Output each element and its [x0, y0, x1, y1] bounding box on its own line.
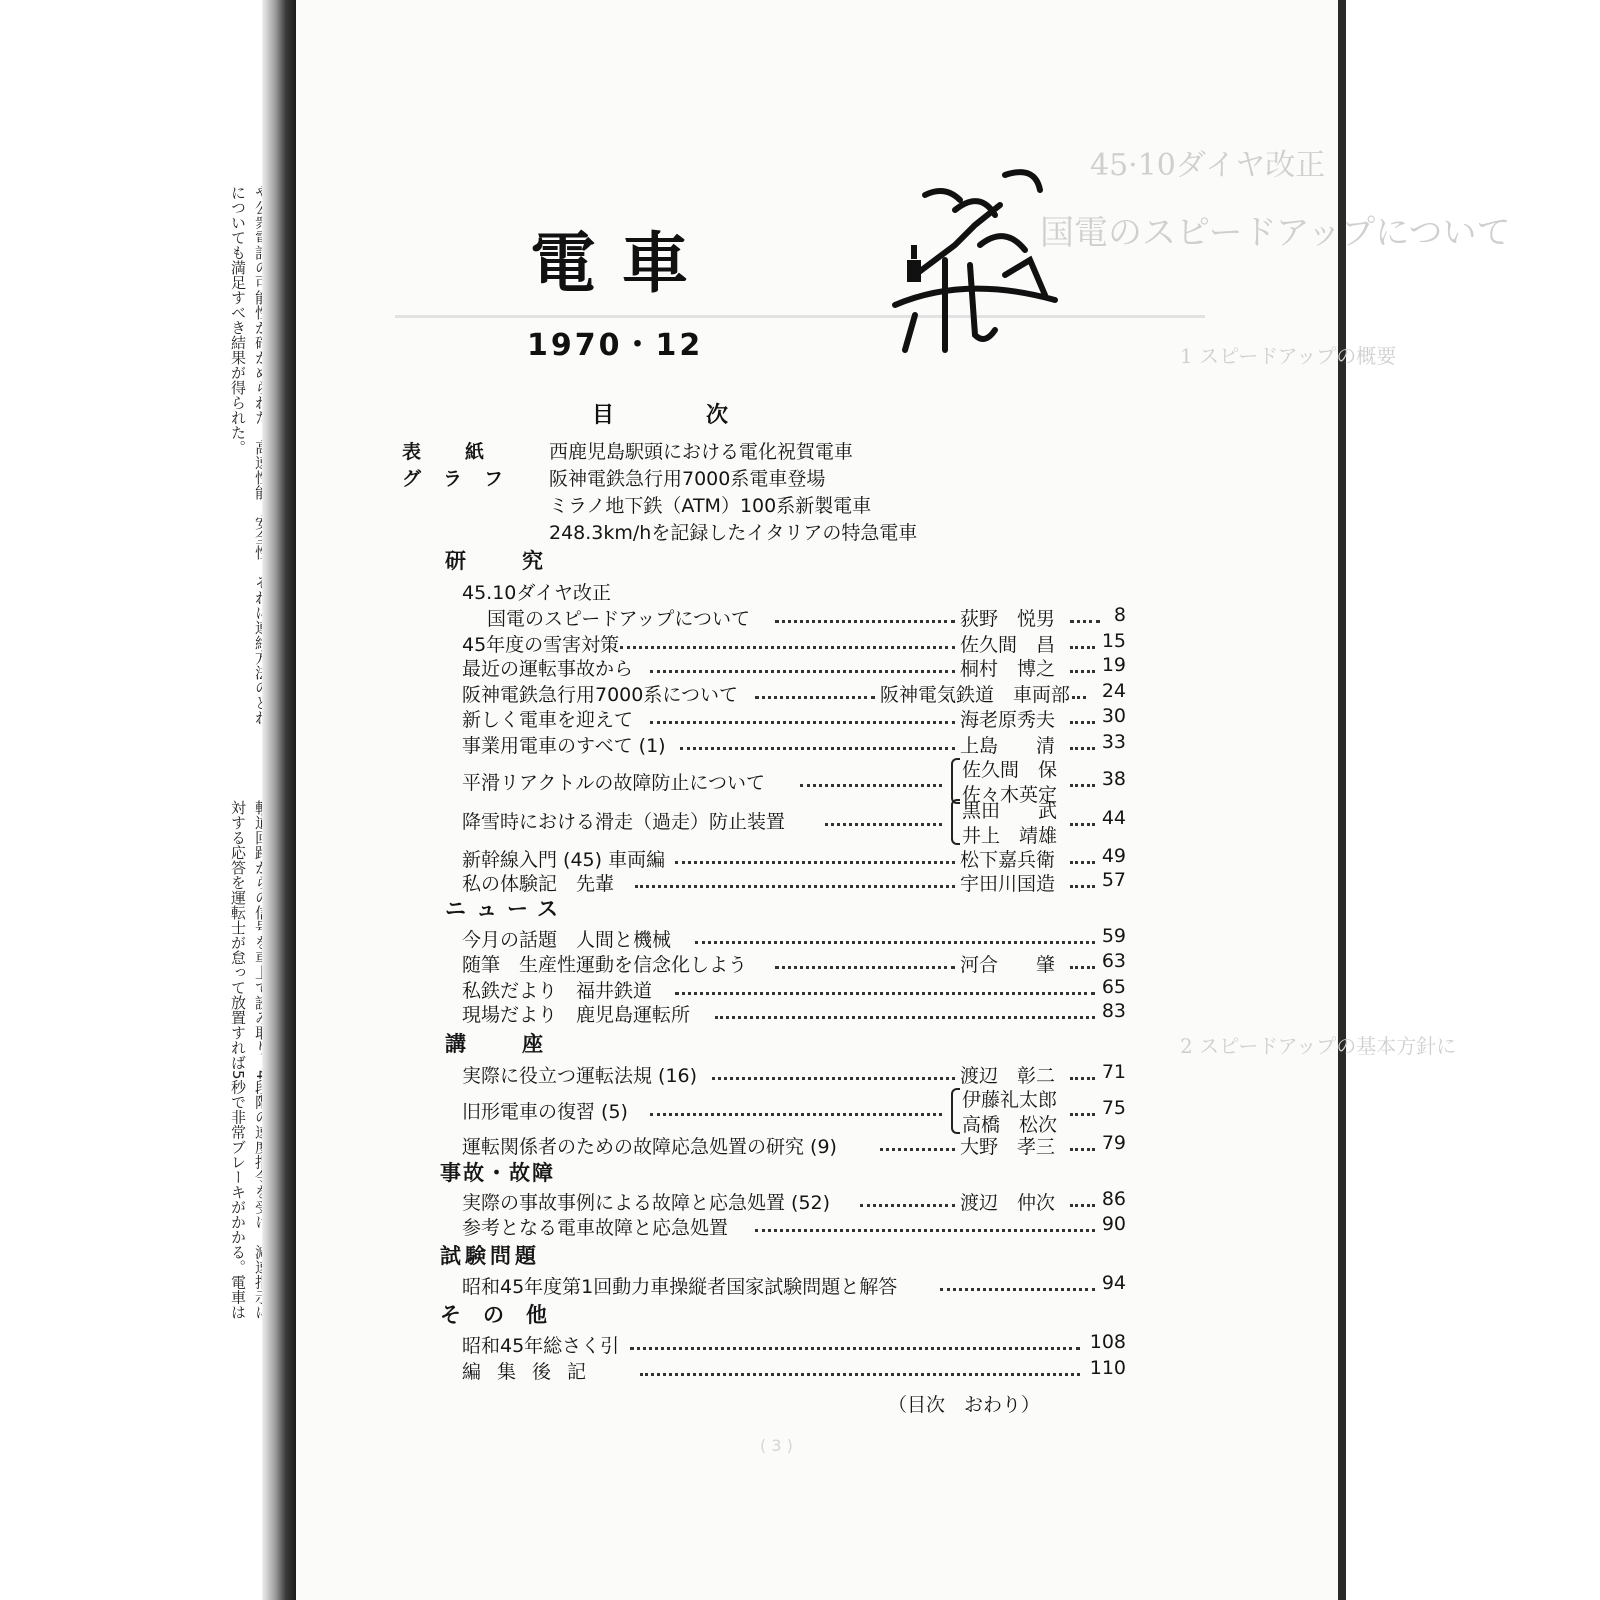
leader-dots — [650, 721, 955, 724]
toc-entry-page: 71 — [1101, 1061, 1126, 1083]
graph-item: ミラノ地下鉄（ATM）100系新製電車 — [549, 495, 872, 517]
author-brace — [951, 1088, 960, 1134]
toc-entry-page: 63 — [1101, 950, 1126, 972]
margin-text-column: についても満足すべき結果が得られた。 — [229, 185, 247, 455]
toc-entry-title: 最近の運転事故から — [462, 658, 634, 680]
toc-entry-author: 海老原秀夫 — [960, 709, 1056, 731]
toc-entry-title: 実際に役立つ運転法規 (16) — [462, 1065, 698, 1087]
toc-entry-page: 8 — [1113, 604, 1126, 626]
toc-entry-author: 佐久間 保 — [962, 759, 1058, 781]
leader-dots — [620, 646, 955, 649]
toc-entry-page: 65 — [1101, 976, 1126, 998]
graph-item: 248.3km/hを記録したイタリアの特急電車 — [549, 522, 918, 544]
margin-text-column: 対する応答を運転士が怠って放置すれば5秒で非常ブレーキがかかる。電車は — [229, 800, 247, 1320]
section-heading: 研究 — [445, 549, 599, 573]
toc-entry-title: 私鉄だより 福井鉄道 — [462, 980, 653, 1002]
toc-entry-author: 佐々木英定 — [962, 784, 1058, 806]
toc-entry-page: 108 — [1089, 1331, 1126, 1353]
leader-dots — [640, 1373, 1080, 1376]
toc-heading: 目次 — [592, 403, 821, 428]
leader-dots — [675, 992, 1095, 995]
leader-dots — [630, 1347, 1080, 1350]
toc-entry-author: 松下嘉兵衛 — [960, 849, 1056, 871]
graph-item: 阪神電鉄急行用7000系電車登場 — [549, 468, 826, 490]
toc-entry-title: 編集後記 — [462, 1361, 603, 1383]
toc-entry-title: 阪神電鉄急行用7000系について — [462, 684, 738, 706]
magazine-title: 電車 — [530, 224, 714, 302]
toc-entry-title: 昭和45年度第1回動力車操縦者国家試験問題と解答 — [462, 1276, 898, 1298]
toc-entry-title: 45年度の雪害対策 — [462, 634, 620, 656]
toc-entry-page: 49 — [1101, 845, 1126, 867]
toc-entry-title: 降雪時における滑走（過走）防止装置 — [462, 811, 786, 833]
leader-dots — [940, 1288, 1095, 1291]
toc-entry-page: 57 — [1101, 869, 1126, 891]
toc-entry-page: 59 — [1101, 925, 1126, 947]
toc-entry-author: 伊藤礼太郎 — [962, 1089, 1058, 1111]
section-heading: その他 — [440, 1303, 569, 1327]
bleed-through-text: 45·10ダイヤ改正 — [1090, 148, 1326, 183]
leader-dots — [755, 1229, 1095, 1232]
bleed-through-rule — [395, 315, 1205, 318]
toc-entry-page: 30 — [1101, 705, 1126, 727]
section-heading: 事故・故障 — [440, 1161, 555, 1185]
toc-entry-title: 新幹線入門 (45) 車両編 — [462, 849, 666, 871]
leader-dots — [860, 1204, 955, 1207]
toc-entry-author: 佐久間 昌 — [960, 634, 1056, 656]
leader-dots — [825, 823, 942, 826]
toc-entry-author: 宇田川国造 — [960, 873, 1056, 895]
toc-entry-page: 79 — [1101, 1132, 1126, 1154]
leader-dots — [800, 784, 942, 787]
leader-dots — [755, 696, 875, 699]
cover-label: 表紙 — [402, 441, 529, 463]
toc-entry-page: 19 — [1101, 654, 1126, 676]
toc-entry-title: 運転関係者のための故障応急処置の研究 (9) — [462, 1136, 837, 1158]
section-heading: 試験問題 — [440, 1244, 540, 1268]
toc-entry-page: 38 — [1101, 768, 1126, 790]
toc-entry-author: 黒田 武 — [962, 800, 1058, 822]
toc-entry-author: 大野 孝三 — [960, 1136, 1056, 1158]
toc-entry-author: 井上 靖雄 — [962, 825, 1058, 847]
leader-dots — [695, 941, 1095, 944]
toc-entry-page: 94 — [1101, 1272, 1126, 1294]
cover-title: 西鹿児島駅頭における電化祝賀電車 — [549, 441, 854, 463]
leader-dots — [635, 885, 955, 888]
toc-entry-title: 現場だより 鹿児島運転所 — [462, 1004, 691, 1026]
toc-entry-title: 今月の話題 人間と機械 — [462, 929, 672, 951]
graph-label: グラフ — [402, 468, 526, 490]
toc-entry-page: 90 — [1101, 1213, 1126, 1235]
toc-entry-page: 83 — [1101, 1000, 1126, 1022]
toc-entry-author: 上島 清 — [960, 735, 1056, 757]
section-heading: ニュース — [445, 897, 568, 921]
author-brace — [951, 758, 960, 804]
toc-entry-title: 事業用電車のすべて (1) — [462, 735, 666, 757]
toc-end-note: （目次 おわり） — [888, 1394, 1041, 1416]
leader-dots — [715, 1016, 1095, 1019]
toc-entry-title: 45.10ダイヤ改正 — [462, 582, 612, 604]
toc-entry-author: 荻野 悦男 — [960, 608, 1056, 630]
leader-dots — [650, 670, 955, 673]
toc-entry-title: 実際の事故事例による故障と応急処置 (52) — [462, 1192, 831, 1214]
bleed-through-text: 2 スピードアップの基本方針に — [1180, 1034, 1457, 1058]
toc-entry-author: 渡辺 彰二 — [960, 1065, 1056, 1087]
leader-dots — [1072, 696, 1086, 699]
section-heading: 講座 — [445, 1032, 599, 1056]
toc-entry-author: 河合 肇 — [960, 954, 1056, 976]
toc-entry-page: 24 — [1101, 680, 1126, 702]
toc-entry-title: 随筆 生産性運動を信念化しよう — [462, 954, 748, 976]
toc-entry-page: 15 — [1101, 630, 1126, 652]
book-spine-gutter — [262, 0, 296, 1600]
toc-entry-page: 33 — [1101, 731, 1126, 753]
leader-dots — [880, 1148, 955, 1151]
toc-entry-title: 国電のスピードアップについて — [487, 608, 750, 630]
toc-entry-page: 75 — [1101, 1097, 1126, 1119]
tram-sketch-illustration — [885, 165, 1075, 365]
toc-entry-author: 高橋 松次 — [962, 1114, 1058, 1136]
leader-dots — [775, 966, 955, 969]
toc-entry-page: 86 — [1101, 1188, 1126, 1210]
bleed-through-text: 国電のスピードアップについて — [1040, 213, 1511, 253]
leader-dots — [675, 861, 955, 864]
facing-page — [0, 0, 300, 1600]
toc-entry-title: 昭和45年総さく引 — [462, 1335, 620, 1357]
toc-entry-title: 平滑リアクトルの故障防止について — [462, 772, 766, 794]
author-brace — [951, 799, 960, 845]
toc-entry-title: 新しく電車を迎えて — [462, 709, 634, 731]
leader-dots — [775, 620, 955, 623]
leader-dots — [712, 1077, 955, 1080]
toc-entry-page: 110 — [1089, 1357, 1126, 1379]
toc-entry-page: 44 — [1101, 807, 1126, 829]
toc-entry-title: 参考となる電車故障と応急処置 — [462, 1217, 729, 1239]
page-folio: ( 3 ) — [760, 1436, 793, 1455]
issue-date: 1970・12 — [527, 328, 704, 363]
leader-dots — [650, 1113, 942, 1116]
toc-entry-title: 私の体験記 先輩 — [462, 873, 615, 895]
bleed-through-text: 1 スピードアップの概要 — [1180, 344, 1397, 368]
leader-dots — [680, 747, 955, 750]
toc-entry-author: 桐村 博之 — [960, 658, 1056, 680]
toc-entry-author: 渡辺 仲次 — [960, 1192, 1056, 1214]
toc-entry-author: 阪神電気鉄道 車両部 — [880, 684, 1071, 706]
toc-entry-title: 旧形電車の復習 (5) — [462, 1101, 628, 1123]
